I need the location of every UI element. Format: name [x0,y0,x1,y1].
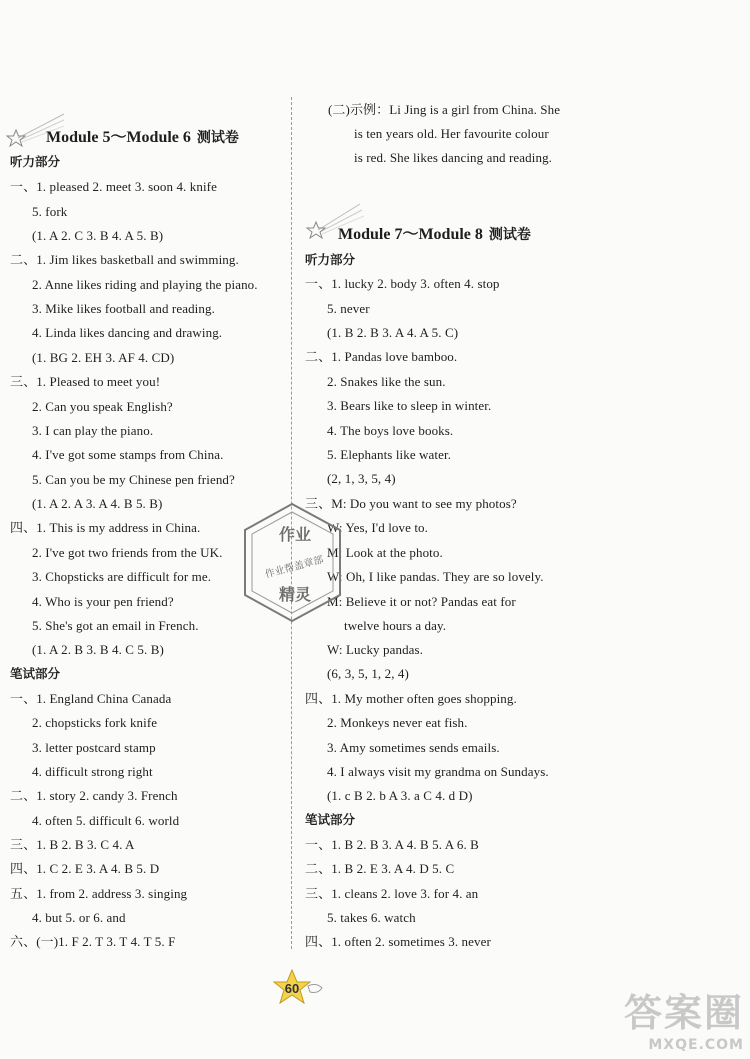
answer-line: 六、(一)1. F 2. T 3. T 4. T 5. F [10,934,176,949]
answer-line: 5. fork [32,204,68,219]
answer-line: 3. I can play the piano. [32,423,154,438]
answer-line: 四、1. My mother often goes shopping. [305,691,517,706]
watermark [624,982,744,1053]
answer-line: M: Believe it or not? Pandas eat for [327,594,516,609]
answer-line: (1. B 2. B 3. A 4. A 5. C) [327,325,459,340]
answer-line: 4. Linda likes dancing and drawing. [32,325,223,340]
answer-line: (6, 3, 5, 1, 2, 4) [327,666,409,681]
answer-line: 5. takes 6. watch [327,910,416,925]
stamp-bottom-text: 精灵 [278,585,312,604]
answer-line: (1. c B 2. b A 3. a C 4. d D) [327,788,473,803]
title-cn: 测试卷 [488,227,531,243]
answer-line: 二、1. story 2. candy 3. French [10,788,178,803]
sample-line: (二)示例：Li Jing is a girl from China. She [328,102,561,117]
answer-line: 二、1. B 2. E 3. A 4. D 5. C [305,861,455,876]
writing-heading: 笔试部分 [10,666,61,681]
answer-line: 3. Bears like to sleep in winter. [327,398,492,413]
answer-line: 一、1. B 2. B 3. A 4. B 5. A 6. B [305,837,479,852]
answer-line: 5. never [327,301,370,316]
answer-line: 一、1. lucky 2. body 3. often 4. stop [305,276,500,291]
answer-line: 2. Can you speak English? [32,399,173,414]
answer-line: 4. difficult strong right [32,764,153,779]
answer-line: 四、1. This is my address in China. [10,520,201,535]
answer-line: 二、1. Pandas love bamboo. [305,349,458,364]
title-cn: 测试卷 [196,130,239,146]
answer-line: 五、1. from 2. address 3. singing [10,886,188,901]
answer-line: (1. A 2. C 3. B 4. A 5. B) [32,228,164,243]
title-en: Module 7～Module 8 [338,226,483,243]
answer-line: 三、M: Do you want to see my photos? [305,496,517,511]
answer-line: 4. I've got some stamps from China. [32,447,224,462]
answer-line: (1. A 2. A 3. A 4. B 5. B) [32,496,163,511]
answer-line: 4. Who is your pen friend? [32,594,174,609]
answer-line: 二、1. Jim likes basketball and swimming. [10,252,239,267]
title-en: Module 5～Module 6 [46,129,191,146]
answer-line: 2. Monkeys never eat fish. [327,715,468,730]
answer-line: 2. chopsticks fork knife [32,715,158,730]
answer-line: (2, 1, 3, 5, 4) [327,471,396,486]
listening-heading: 听力部分 [305,252,356,267]
page-number: 60 [284,981,300,996]
listening-heading: 听力部分 [10,154,61,169]
answer-line: 4. but 5. or 6. and [32,910,126,925]
answer-line: 5. She's got an email in French. [32,618,199,633]
answer-line: 三、1. Pleased to meet you! [10,374,161,389]
answer-line: (1. A 2. B 3. B 4. C 5. B) [32,642,164,657]
answer-line: twelve hours a day. [344,618,447,633]
answer-line: 4. The boys love books. [327,423,454,438]
stamp-seal [240,500,345,625]
stamp-top-text: 作业 [278,525,312,544]
stamp-middle-text: 作业帮盖章部 [263,554,325,581]
page-number-badge [270,968,330,1008]
sample-line: is red. She likes dancing and reading. [354,150,553,165]
module-7-8-title [338,225,531,245]
sample-line: is ten years old. Her favourite colour [354,126,549,141]
answer-line: 3. Chopsticks are difficult for me. [32,569,212,584]
answer-line: 2. Anne likes riding and playing the piano. [32,277,258,292]
module-5-6-title [46,128,239,148]
answer-line: 3. Mike likes football and reading. [32,301,215,316]
answer-line: 三、1. cleans 2. love 3. for 4. an [305,886,479,901]
watermark-logo-text: 答案圈 [623,991,744,1035]
answer-line: 5. Can you be my Chinese pen friend? [32,472,235,487]
answer-line: 4. often 5. difficult 6. world [32,813,180,828]
answer-line: 四、1. often 2. sometimes 3. never [305,934,491,949]
answer-line: 2. I've got two friends from the UK. [32,545,223,560]
watermark-url: MXQE.COM [648,1037,744,1053]
answer-line: W: Lucky pandas. [327,642,424,657]
answer-line: 四、1. C 2. E 3. A 4. B 5. D [10,861,160,876]
answer-line: W: Oh, I like pandas. They are so lovely. [327,569,544,584]
answer-line: W: Yes, I'd love to. [327,520,428,535]
answer-line: 2. Snakes like the sun. [327,374,446,389]
answer-line: 3. Amy sometimes sends emails. [327,740,500,755]
answer-line: 4. I always visit my grandma on Sundays. [327,764,549,779]
answer-line: 一、1. England China Canada [10,691,172,706]
answer-line: 三、1. B 2. B 3. C 4. A [10,837,135,852]
answer-line: 3. letter postcard stamp [32,740,156,755]
answer-line: 一、1. pleased 2. meet 3. soon 4. knife [10,179,217,194]
answer-line: M: Look at the photo. [327,545,443,560]
writing-heading: 笔试部分 [305,812,356,827]
answer-line: 5. Elephants like water. [327,447,452,462]
answer-line: (1. BG 2. EH 3. AF 4. CD) [32,350,175,365]
